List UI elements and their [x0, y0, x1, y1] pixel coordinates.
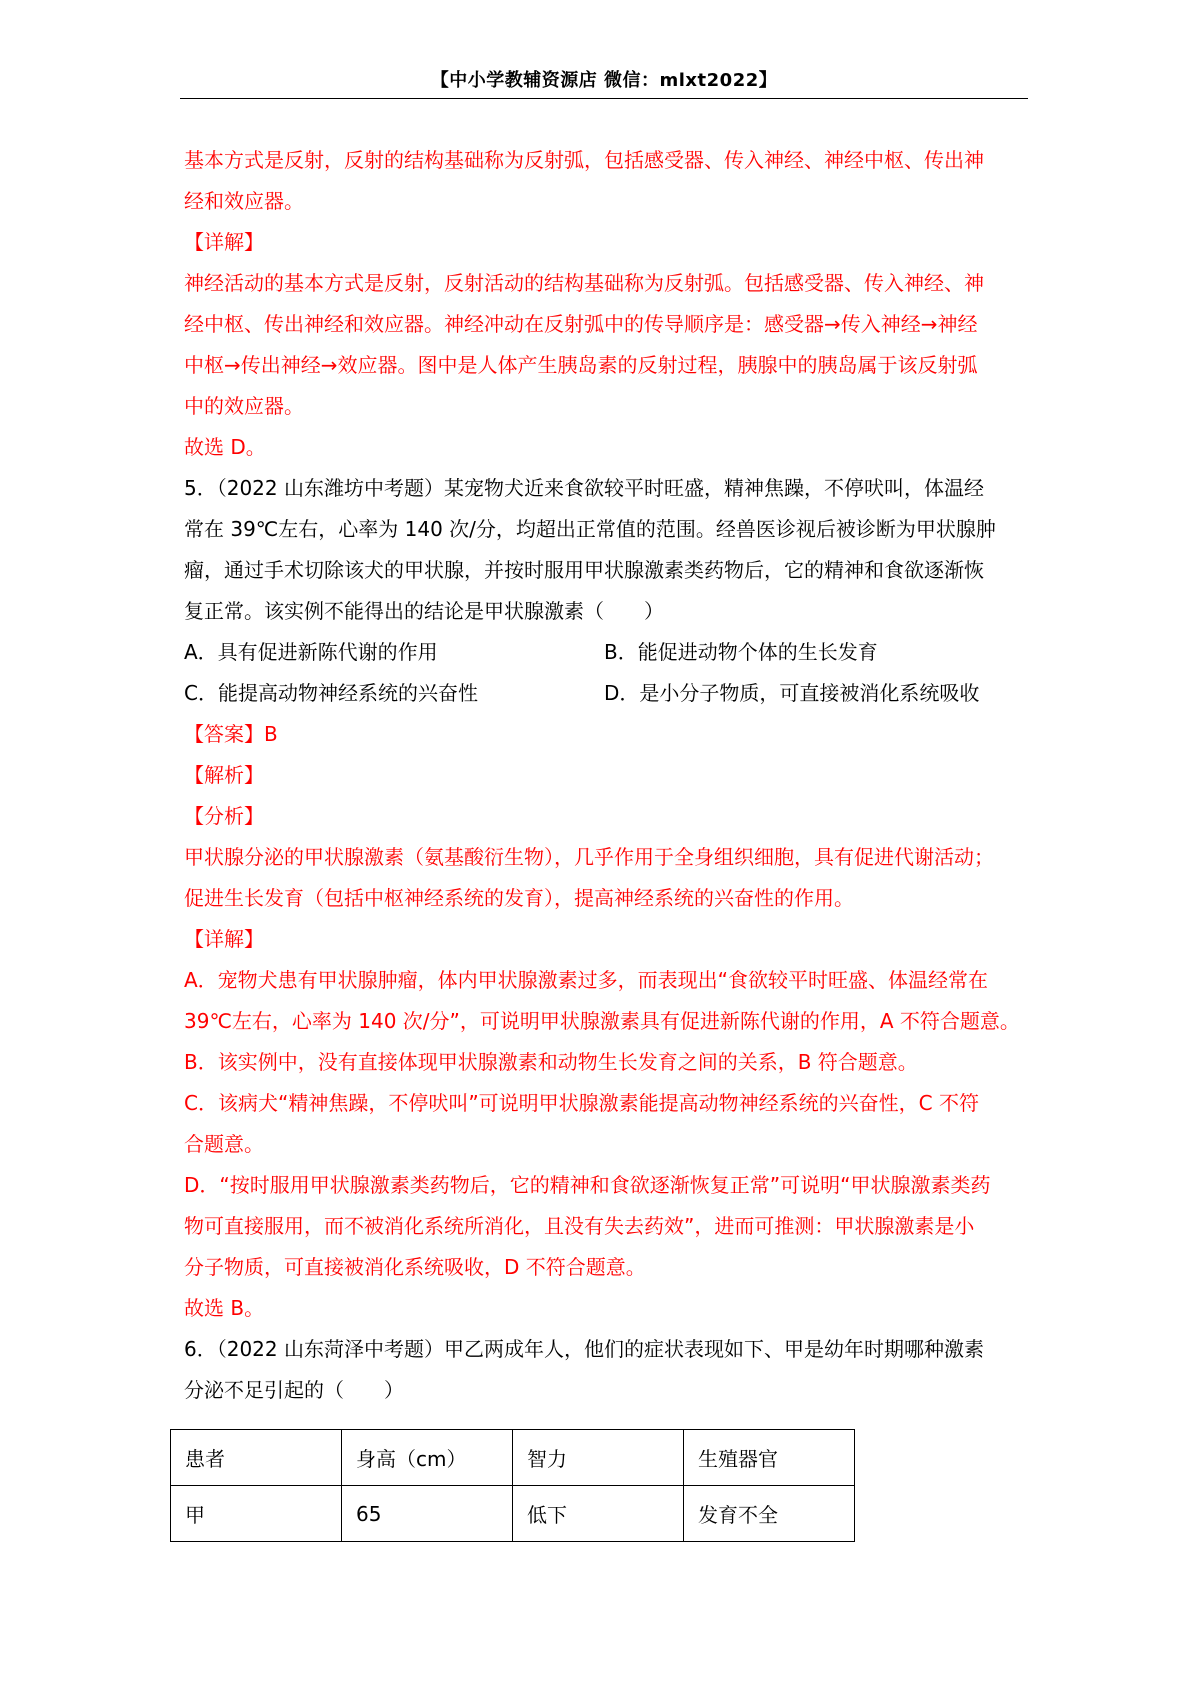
table-cell: 低下 [513, 1486, 684, 1542]
document-body [184, 140, 1026, 1411]
text-line: B．该实例中，没有直接体现甲状腺激素和动物生长发育之间的关系，B 符合题意。 [184, 1050, 918, 1074]
options-row [184, 673, 1026, 714]
question-stem: 常在 39℃左右，心率为 140 次/分，均超出正常值的范围。经兽医诊视后被诊断为甲状腺肿 [184, 517, 996, 541]
table-row [171, 1486, 855, 1542]
answer-label: 【答案】B [184, 722, 278, 746]
section-label-detail: 【详解】 [184, 230, 264, 254]
text-line: 中枢→传出神经→效应器。图中是人体产生胰岛素的反射过程，胰腺中的胰岛属于该反射弧 [184, 353, 978, 377]
page-header: 【中小学教辅资源店 微信：mlxt2022】 [430, 70, 778, 91]
option-d: D．是小分子物质，可直接被消化系统吸收 [604, 681, 980, 705]
text-line: 基本方式是反射，反射的结构基础称为反射弧，包括感受器、传入神经、神经中枢、传出神 [184, 148, 984, 172]
text-line: 神经活动的基本方式是反射，反射活动的结构基础称为反射弧。包括感受器、传入神经、神 [184, 271, 984, 295]
section-label-detail: 【详解】 [184, 927, 264, 951]
option-a: A．具有促进新陈代谢的作用 [184, 640, 438, 664]
text-line: 促进生长发育（包括中枢神经系统的发育），提高神经系统的兴奋性的作用。 [184, 886, 854, 910]
symptom-table [170, 1429, 855, 1542]
answer-line: 故选 B。 [184, 1296, 265, 1320]
text-line: 物可直接服用，而不被消化系统所消化，且没有失去药效”，进而可推测：甲状腺激素是小 [184, 1214, 975, 1238]
text-line: 经和效应器。 [184, 189, 304, 213]
table-header-row [171, 1430, 855, 1486]
question-stem: 分泌不足引起的（ ） [184, 1378, 404, 1402]
text-line: A．宠物犬患有甲状腺肿瘤，体内甲状腺激素过多，而表现出“食欲较平时旺盛、体温经常在 [184, 968, 989, 992]
table-cell: 发育不全 [684, 1486, 855, 1542]
option-b: B．能促进动物个体的生长发育 [604, 640, 878, 664]
table-header-cell: 身高（cm） [342, 1430, 513, 1486]
text-line: 合题意。 [184, 1132, 264, 1156]
table-header-cell: 患者 [171, 1430, 342, 1486]
question-stem: 5．（2022 山东潍坊中考题）某宠物犬近来食欲较平时旺盛，精神焦躁，不停吠叫，体温经 [184, 476, 984, 500]
options-row [184, 632, 1026, 673]
table-header-cell: 生殖器官 [684, 1430, 855, 1486]
option-c: C．能提高动物神经系统的兴奋性 [184, 681, 478, 705]
question-stem: 6．（2022 山东菏泽中考题）甲乙两成年人，他们的症状表现如下、甲是幼年时期哪种激素 [184, 1337, 984, 1361]
answer-line: 故选 D。 [184, 435, 266, 459]
section-label-analysis: 【解析】 [184, 763, 264, 787]
header-rule [180, 98, 1028, 99]
table-header-cell: 智力 [513, 1430, 684, 1486]
text-line: 甲状腺分泌的甲状腺激素（氨基酸衍生物），几乎作用于全身组织细胞，具有促进代谢活动； [184, 845, 994, 869]
text-line: C．该病犬“精神焦躁，不停吠叫”可说明甲状腺激素能提高动物神经系统的兴奋性，C 不符 [184, 1091, 980, 1115]
section-label-fenxi: 【分析】 [184, 804, 264, 828]
text-line: 经中枢、传出神经和效应器。神经冲动在反射弧中的传导顺序是：感受器→传入神经→神经 [184, 312, 978, 336]
text-line: D．“按时服用甲状腺激素类药物后，它的精神和食欲逐渐恢复正常”可说明“甲状腺激素类药 [184, 1173, 991, 1197]
text-line: 中的效应器。 [184, 394, 304, 418]
question-stem: 瘤，通过手术切除该犬的甲状腺，并按时服用甲状腺激素类药物后，它的精神和食欲逐渐恢 [184, 558, 984, 582]
question-stem: 复正常。该实例不能得出的结论是甲状腺激素（ ） [184, 599, 664, 623]
text-line: 分子物质，可直接被消化系统吸收，D 不符合题意。 [184, 1255, 646, 1279]
table-cell: 65 [342, 1486, 513, 1542]
table-cell: 甲 [171, 1486, 342, 1542]
text-line: 39℃左右，心率为 140 次/分”，可说明甲状腺激素具有促进新陈代谢的作用，A 不符合题意。 [184, 1009, 1020, 1033]
